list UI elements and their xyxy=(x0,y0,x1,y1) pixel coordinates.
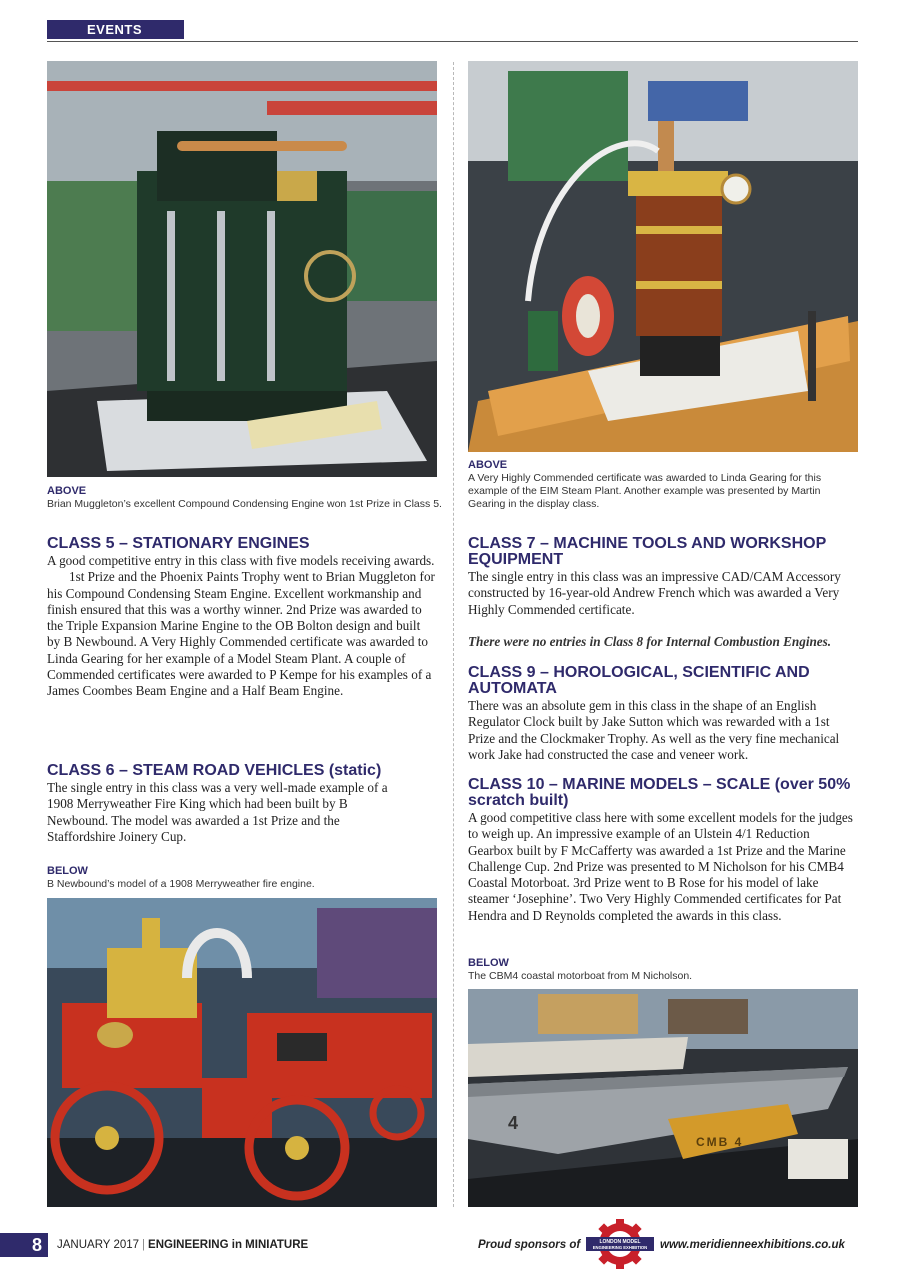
footer-separator: | xyxy=(142,1239,146,1251)
photo-steam-plant xyxy=(468,61,858,452)
caption: The CBM4 coastal motorboat from M Nicholson. xyxy=(468,970,693,982)
paragraph: A good competitive entry in this class with five models receiving awards. xyxy=(47,553,435,568)
caption-heading: ABOVE xyxy=(47,485,87,497)
class-5-body xyxy=(47,553,435,700)
photo-motorboat xyxy=(468,989,858,1207)
class-5-heading: CLASS 5 – STATIONARY ENGINES xyxy=(47,535,310,552)
footer-issue xyxy=(57,1239,308,1251)
publication-name: ENGINEERING in MINIATURE xyxy=(148,1239,309,1251)
photo-compound-engine xyxy=(47,61,437,477)
class-6-heading: CLASS 6 – STEAM ROAD VEHICLES (static) xyxy=(47,762,382,779)
caption: Brian Muggleton’s excellent Compound Condensing Engine won 1st Prize in Class 5. xyxy=(47,498,442,510)
page-number: 8 xyxy=(0,1233,48,1257)
column-divider xyxy=(453,62,454,1207)
paragraph: The single entry in this class was an impressive CAD/CAM Accessory constructed by 16-year-old Andrew French which was awarded a Very Highly Commended certificate. xyxy=(468,569,841,617)
class-7-heading: CLASS 7 – MACHINE TOOLS AND WORKSHOP EQUIPMENT xyxy=(468,535,826,568)
paragraph: 1st Prize and the Phoenix Paints Trophy went to Brian Muggleton for his Compound Condensing Steam Engine. Excellent workmanship and finish ensured that this was a worthy winner. 2nd Prize was awarded to the Triple Expansion Marine Engine to the OB Bolton design and built by B Newbound. A Very Highly Commended certificate was awarded to Linda Gearing for her example of a Model Steam Plant. A couple of Commended certificates were awarded to P Kempe for his examples of a James Coombes Beam Engine and a Half Beam Engine. xyxy=(47,569,435,699)
class-8-note: There were no entries in Class 8 for Internal Combustion Engines. xyxy=(468,634,832,649)
photo-fire-engine xyxy=(47,898,437,1207)
class-7-body xyxy=(468,569,856,618)
class-6-body xyxy=(47,780,407,845)
class-9-body xyxy=(468,698,856,763)
class-9-heading: CLASS 9 – HOROLOGICAL, SCIENTIFIC AND AUTOMATA xyxy=(468,664,810,697)
caption-heading: BELOW xyxy=(47,865,88,877)
exhibition-logo xyxy=(586,1219,654,1269)
hull-name-label: CMB 4 xyxy=(696,1135,744,1149)
issue-date: JANUARY 2017 xyxy=(57,1239,140,1251)
hull-number-label: 4 xyxy=(508,1113,519,1133)
paragraph: The single entry in this class was a very well-made example of a 1908 Merryweather Fire King which had been built by B Newbound. The model was awarded a 1st Prize and the Staffordshire Joinery Cup. xyxy=(47,780,388,844)
caption-heading: BELOW xyxy=(468,957,509,969)
class-10-heading: CLASS 10 – MARINE MODELS – SCALE (over 50% scratch built) xyxy=(468,776,851,809)
sponsor-label: Proud sponsors of xyxy=(478,1239,581,1251)
section-tab xyxy=(47,20,184,39)
logo-text-bottom: ENGINEERING EXHIBITION xyxy=(592,1245,648,1250)
caption: A Very Highly Commended certificate was awarded to Linda Gearing for this example of the EIM Steam Plant. Another example was presented by Martin Gearing in the display class. xyxy=(468,472,822,510)
caption-heading: ABOVE xyxy=(468,459,508,471)
top-rule xyxy=(47,41,858,42)
section-label: EVENTS xyxy=(87,22,143,37)
logo-text-top: LONDON MODEL xyxy=(599,1239,641,1245)
paragraph: A good competitive class here with some excellent models for the judges to weigh up. An impressive example of an Ulstein 4/1 Reduction Gearbox built by F McCafferty was awarded a 1st Prize and the Marine Challenge Cup. 2nd Prize was presented to M Nicholson for his CMB4 Coastal Motorboat. 3rd Prize went to B Rose for his model of lake steamer ‘Josephine’. Two Very Highly Commended certificates for Pat Hendra and D Reynolds completed the awards in this class. xyxy=(468,810,853,923)
caption: B Newbound’s model of a 1908 Merryweather fire engine. xyxy=(47,878,315,890)
footer-url[interactable]: www.meridienneexhibitions.co.uk xyxy=(660,1239,845,1251)
class-10-body xyxy=(468,810,856,924)
paragraph: There was an absolute gem in this class in the shape of an English Regulator Clock built by Jake Sutton which was rewarded with a 1st Prize and the Clockmaker Trophy. As well as the very fine mechanical work Jake had constructed the case and veneer work. xyxy=(468,698,840,762)
